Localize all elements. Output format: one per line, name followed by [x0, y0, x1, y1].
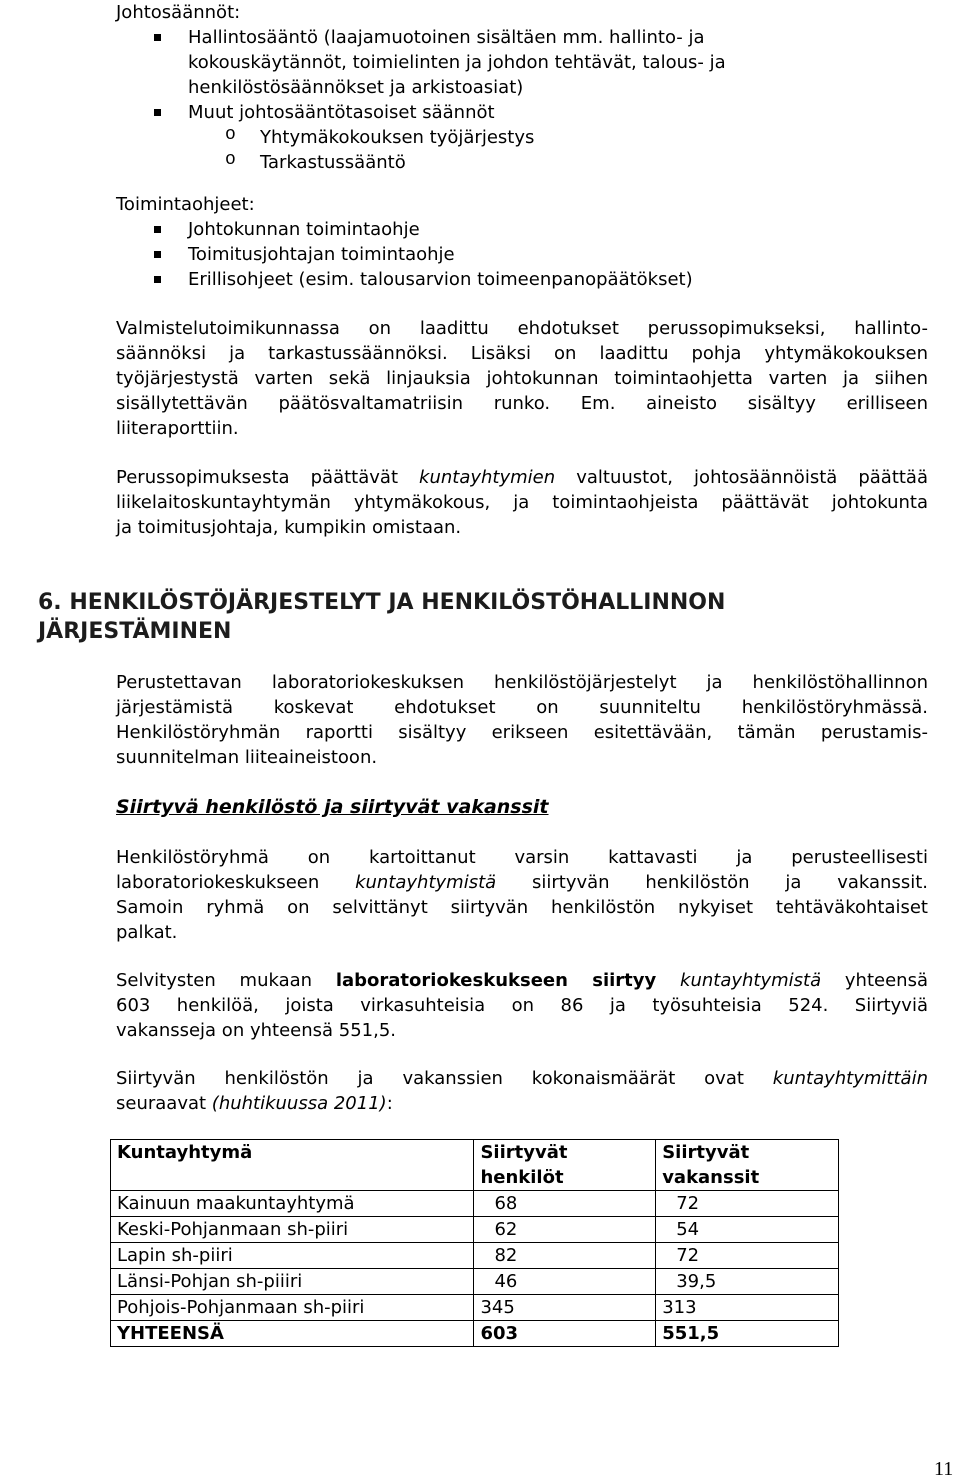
paragraph: [116, 670, 928, 770]
paragraph-line: työjärjestystä varten sekä linjauksia johtokunnan toimintaohjetta varten ja siihen: [116, 368, 928, 389]
table-cell: 54: [656, 1217, 839, 1243]
paragraph: [116, 316, 928, 441]
table-cell: Pohjois-Pohjanmaan sh-piiri: [111, 1295, 474, 1321]
paragraph-line: Perustettavan laboratoriokeskuksen henkilöstöjärjestelyt ja henkilöstöhallinnon: [116, 672, 928, 693]
paragraph-line: ja toimitusjohtaja, kumpikin omistaan.: [116, 517, 462, 538]
square-bullet-icon: [154, 226, 161, 233]
table-header-cell: Siirtyvät vakanssit: [656, 1140, 839, 1191]
table-cell: 39,5: [656, 1269, 839, 1295]
paragraph-line: järjestämistä koskevat ehdotukset on suunniteltu henkilöstöryhmässä.: [116, 697, 928, 718]
heading-line: JÄRJESTÄMINEN: [38, 619, 232, 644]
table-cell: 345: [474, 1295, 656, 1321]
square-bullet-icon: [154, 34, 161, 41]
paragraph-line: Valmistelutoimikunnassa on laadittu ehdotukset perussopimukseksi, hallinto-: [116, 318, 928, 339]
circle-bullet-icon: o: [225, 150, 236, 170]
heading-line: 6. HENKILÖSTÖJÄRJESTELYT JA HENKILÖSTÖHALLINNON: [38, 590, 726, 615]
paragraph: [116, 1066, 928, 1116]
list-item: [116, 267, 928, 292]
paragraph-line: laboratoriokeskukseen kuntayhtymistä siirtyvän henkilöstön ja vakanssit.: [116, 872, 928, 893]
paragraph-line: liiteraporttiin.: [116, 418, 239, 439]
paragraph-line: Siirtyvän henkilöstön ja vakanssien kokonaismäärät ovat kuntayhtymittäin: [116, 1068, 928, 1089]
sub-list-item-text: Yhtymäkokouksen työjärjestys: [260, 127, 535, 148]
table-total-row: [111, 1321, 839, 1347]
list-item-text: Hallintosääntö (laajamuotoinen sisältäen mm. hallinto- ja: [188, 27, 705, 48]
section-label: Johtosäännöt:: [116, 2, 241, 23]
table-cell: 551,5: [656, 1321, 839, 1347]
table-cell: 62: [474, 1217, 656, 1243]
table-cell: 603: [474, 1321, 656, 1347]
circle-bullet-icon: o: [225, 125, 236, 145]
list-item-text: henkilöstösäännökset ja arkistoasiat): [188, 77, 524, 98]
paragraph-line: liikelaitoskuntayhtymän yhtymäkokous, ja toimintaohjeista päättävät johtokunta: [116, 492, 928, 513]
table-cell: Kainuun maakuntayhtymä: [111, 1191, 474, 1217]
paragraph-line: säännöksi ja tarkastussäännöksi. Lisäksi on laadittu pohja yhtymäkokouksen: [116, 343, 928, 364]
subheading: Siirtyvä henkilöstö ja siirtyvät vakanssit: [116, 796, 549, 818]
list-item: [116, 25, 928, 100]
paragraph-line: suunnitelman liiteaineistoon.: [116, 747, 378, 768]
table-cell: Lapin sh-piiri: [111, 1243, 474, 1269]
list-item-text: Muut johtosääntötasoiset säännöt: [188, 102, 495, 123]
table-cell: 46: [474, 1269, 656, 1295]
sub-list-item: [116, 125, 928, 150]
list-item-text: kokouskäytännöt, toimielinten ja johdon tehtävät, talous- ja: [188, 52, 726, 73]
table-cell: Länsi-Pohjan sh-piiiri: [111, 1269, 474, 1295]
table-cell: 72: [656, 1243, 839, 1269]
table-row: [111, 1217, 839, 1243]
list-item: [116, 100, 928, 125]
table-cell: 313: [656, 1295, 839, 1321]
paragraph-line: sisällytettävän päätösvaltamatriisin runko. Em. aineisto sisältyy erilliseen: [116, 393, 928, 414]
table-cell: 82: [474, 1243, 656, 1269]
table-header-row: [111, 1140, 839, 1191]
table-header-cell: Siirtyvät henkilöt: [474, 1140, 656, 1191]
paragraph-line: Henkilöstöryhmän raportti sisältyy erikseen esitettävään, tämän perustamis-: [116, 722, 928, 743]
table-row: [111, 1269, 839, 1295]
operating-instructions-list: [116, 192, 928, 292]
paragraph: [116, 968, 928, 1043]
paragraph-line: Samoin ryhmä on selvittänyt siirtyvän henkilöstön nykyiset tehtäväkohtaiset: [116, 897, 928, 918]
list-item-text: Erillisohjeet (esim. talousarvion toimeenpanopäätökset): [188, 269, 693, 290]
table-cell: 72: [656, 1191, 839, 1217]
paragraph-line: Henkilöstöryhmä on kartoittanut varsin kattavasti ja perusteellisesti: [116, 847, 928, 868]
governance-rules-list: [116, 0, 928, 175]
paragraph-line: 603 henkilöä, joista virkasuhteisia on 86 ja työsuhteisia 524. Siirtyviä: [116, 995, 928, 1016]
table-cell: Keski-Pohjanmaan sh-piiri: [111, 1217, 474, 1243]
list-item: [116, 217, 928, 242]
square-bullet-icon: [154, 109, 161, 116]
paragraph: [116, 465, 928, 540]
table-row: [111, 1243, 839, 1269]
square-bullet-icon: [154, 276, 161, 283]
square-bullet-icon: [154, 251, 161, 258]
list-item-text: Johtokunnan toimintaohje: [188, 219, 420, 240]
sub-list-item: [116, 150, 928, 175]
paragraph-line: Selvitysten mukaan laboratoriokeskukseen siirtyy kuntayhtymistä yhteensä: [116, 970, 928, 991]
list-item-text: Toimitusjohtajan toimintaohje: [188, 244, 455, 265]
staff-transfer-table: [110, 1139, 839, 1347]
section-label: Toimintaohjeet:: [116, 194, 255, 215]
paragraph: [116, 845, 928, 945]
table-cell: YHTEENSÄ: [111, 1321, 474, 1347]
page-number: 11: [934, 1458, 954, 1480]
table-row: [111, 1295, 839, 1321]
paragraph-line: vakansseja on yhteensä 551,5.: [116, 1020, 397, 1041]
paragraph-line: palkat.: [116, 922, 178, 943]
paragraph-line: seuraavat (huhtikuussa 2011):: [116, 1093, 393, 1114]
section-heading: [38, 588, 725, 646]
table-row: [111, 1191, 839, 1217]
paragraph-line: Perussopimuksesta päättävät kuntayhtymien valtuustot, johtosäännöistä päättää: [116, 467, 928, 488]
list-item: [116, 242, 928, 267]
table-cell: 68: [474, 1191, 656, 1217]
sub-list-item-text: Tarkastussääntö: [260, 152, 406, 173]
table-header-cell: Kuntayhtymä: [111, 1140, 474, 1191]
